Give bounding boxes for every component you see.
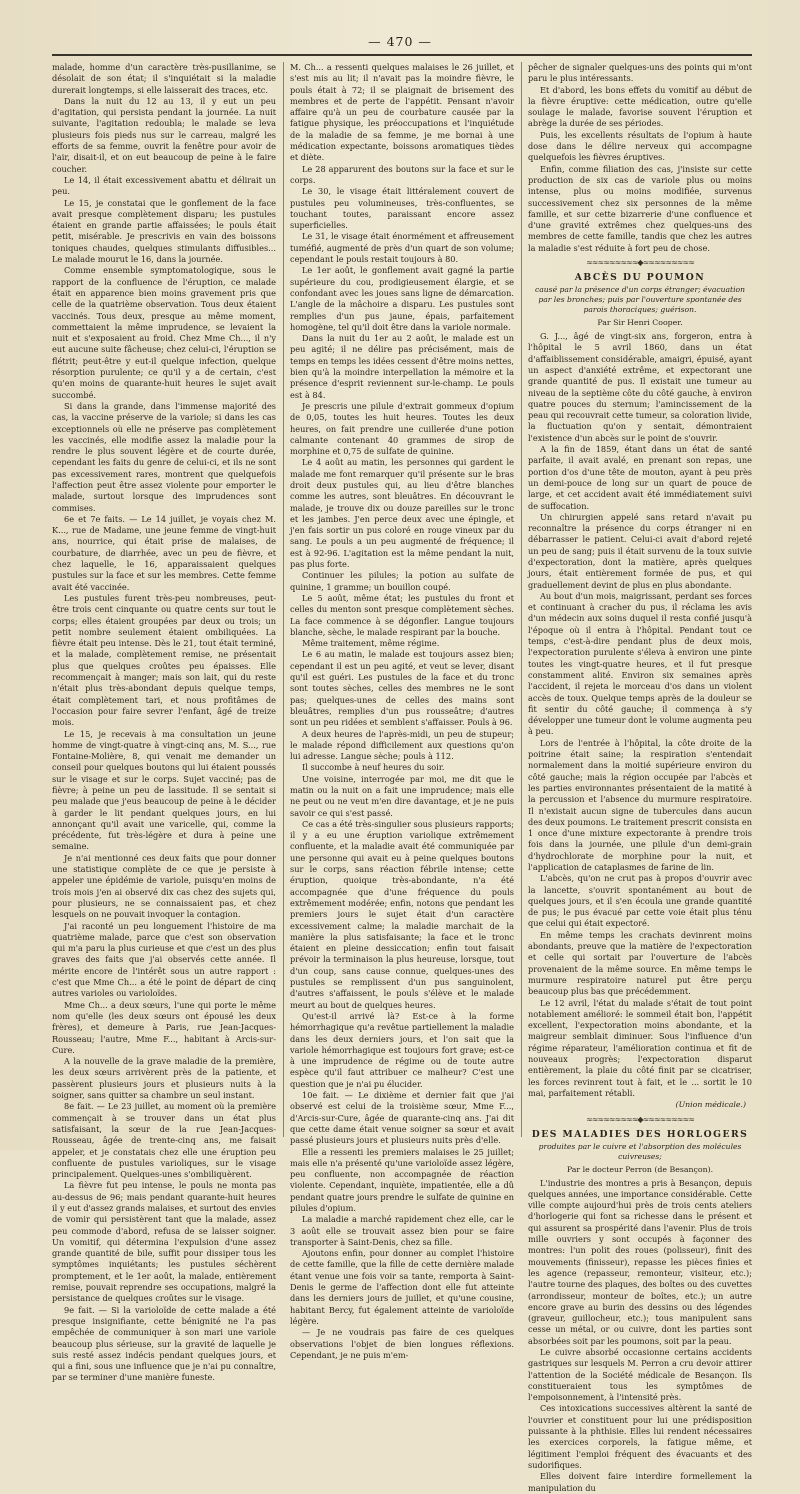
paragraph: Je prescris une pilule d'extrait gommeux d'opium de 0,05, toutes les huit heures. Toutes les deux heures, on fait prendre une cuillerée d'une potion calmante contenant 40 grammes de sirop de morphine et 0,75 de sulfate de quinine.: [290, 400, 514, 457]
paragraph: A deux heures de l'après-midi, un peu de stupeur; le malade répond difficilement aux questions qu'on lui adresse. Langue sèche; pouls à 112.: [290, 728, 514, 762]
paragraph: Le 1er août, le gonflement avait gagné la partie supérieure du cou, prodigieusement élargie, et se confondant avec les joues sans ligne de démarcation. L'angle de la mâchoire a disparu. Les pustules sont remplies d'un pus jaune, épais, parfaitement homogène, tel qu'il doit être dans la variole normale.: [290, 265, 514, 332]
paragraph: Le 30, le visage était littéralement couvert de pustules peu volumineuses, très-confluentes, se touchant toutes, paraissant encore assez superficielles.: [290, 186, 514, 231]
paragraph: Le 15, je recevais à ma consultation un jeune homme de vingt-quatre à vingt-cinq ans, M. S..., rue Fontaine-Molière, 8, qui venait me demander un conseil pour quelques boutons qui lui étaient poussés sur le visage et sur le corps. Sujet vacciné; pas de fièvre; à peine un peu de lassitude. Il se sentait si peu malade que j'eus beaucoup de peine à le décider à garder le lit pendant quelques jours, en lui annonçant qu'il avait une varicelle, qui, comme la précédente, fut très-légère et dura à peine une semaine.: [52, 728, 276, 852]
paragraph: Le 5 août, même état; les pustules du front et celles du menton sont presque complètement sèches. La face commence à se dégonfler. Langue toujours blanche, sèche, le malade respirant par la bouche.: [290, 592, 514, 637]
paragraph: 6e et 7e faits. — Le 14 juillet, je voyais chez M. K..., rue de Madame, une jeune femme de vingt-huit ans, nourrice, qui était prise de malaises, de courbature, de diarrhée, avec un peu de fièvre, et chez laquelle, le 16, apparaissaient quelques pustules sur la face et sur les membres. Cette femme avait été vaccinée.: [52, 513, 276, 592]
column-right: [528, 62, 752, 1493]
paragraph: Enfin, comme filiation des cas, j'insiste sur cette production de six cas de variole plus ou moins intense, plus ou moins modifiée, survenus successivement chez six personnes de la même famille, et sur cette bizarrerie d'une confluence et d'une gravité extrêmes chez quelques-uns des membres de cette famille, tandis que chez les autres la maladie s'est réduite à fort peu de chose.: [528, 163, 752, 253]
source-citation: (Union médicale.): [675, 1100, 746, 1110]
section-title: DES MALADIES DES HORLOGERS: [531, 1128, 749, 1140]
paragraph: Dans la nuit du 12 au 13, il y eut un peu d'agitation, qui persista pendant la journée. La nuit suivante, l'agitation redoubla; le malade se leva plusieurs fois pieds nus sur le carreau, malgré les efforts de sa femme, ouvrit la fenêtre pour avoir de l'air, disait-il, et on eut beaucoup de peine à le faire coucher.: [52, 95, 276, 174]
page-number: — 470 —: [368, 34, 432, 49]
section-ornament: ≈≈≈≈≈≈≈≈≈◆≈≈≈≈≈≈≈≈≈: [586, 258, 694, 268]
section-title: ABCÈS DU POUMON: [574, 272, 706, 284]
paragraph: Qu'est-il arrivé là? Est-ce à la forme hémorrhagique qu'a revêtue partiellement la maladie dans les deux derniers jours, et l'on sait que la variole hémorrhagique est toujours fort grave; est-ce à une imprudence de régime ou de toute autre espèce qu'il faut attribuer ce malheur? C'est une question que je n'ai pu élucider.: [290, 1010, 514, 1089]
paragraph: 9e fait. — Si la varioloïde de cette malade a été presque insignifiante, cette bénignité ne l'a pas empêchée de communiquer à son mari une variole beaucoup plus sérieuse, sur la gravité de laquelle je suis resté assez indécis pendant quelques jours, et qui a fini, sous une influence que je n'ai pu connaître, par se terminer d'une manière funeste.: [52, 1304, 276, 1383]
paragraph: Le 15, je constatai que le gonflement de la face avait presque complètement disparu; les pustules étaient en grande partie affaissées; le pouls était petit, misérable. Je prescrivis en vain des boissons toniques chaudes, quelques stimulants diffusibles... Le malade mourut le 16, dans la journée.: [52, 197, 276, 265]
paragraph: Elles doivent faire interdire formellement la manipulation du: [528, 1471, 752, 1493]
paragraph: Comme ensemble symptomatologique, sous le rapport de la confluence de l'éruption, ce malade était en apparence bien moins gravement pris que celle de la quatrième observation. Tous deux étaient vaccinés. Tous deux, presque au même moment, commettaient la même imprudence, se levaient la nuit et s'exposaient au froid. Chez Mme Ch..., il n'y eut aucune suite fâcheuse; chez celui-ci, l'éruption se flétrit; peut-être y eut-il quelque infection, quelque résorption purulente; ce qu'il y a de certain, c'est qu'en moins de quarante-huit heures le sujet avait succombé.: [52, 265, 276, 400]
paragraph: M. Ch... a ressenti quelques malaises le 26 juillet, et s'est mis au lit; il n'avait pas la moindre fièvre, le pouls était à 72; il se plaignait de brisement des membres et de perte de l'appétit. Pensant n'avoir affaire qu'à un peu de courbature causée par la fatigue physique, les préoccupations et l'inquiétude de la maladie de sa femme, je me bornai à une médication expectante, boissons aromatiques tièdes et diète.: [290, 62, 514, 163]
paragraph: L'abcès, qu'on ne crut pas à propos d'ouvrir avec la lancette, s'ouvrit spontanément au bout de quelques jours, et il s'en écoula une grande quantité de pus; le pus évacué par cette voie était plus ténu que celui qui était expectoré.: [528, 873, 752, 929]
paragraph: Elle a ressenti les premiers malaises le 25 juillet; mais elle n'a présenté qu'une varioloïde assez légère, peu confluente, non accompagnée de réaction violente. Cependant, inquiète, impatientée, elle a dû pendant quatre jours prendre le sulfate de quinine en pilules d'opium.: [290, 1146, 514, 1213]
paragraph: Je n'ai mentionné ces deux faits que pour donner une statistique complète de ce que je persiste à appeler une épidémie de variole, puisqu'en moins de trois mois j'en ai observé dix cas chez des sujets qui, pour plusieurs, ne se connaissaient pas, et chez lesquels on ne pouvait invoquer la contagion.: [52, 852, 276, 920]
section-ornament: ≈≈≈≈≈≈≈≈≈◆≈≈≈≈≈≈≈≈≈: [586, 1114, 694, 1124]
paragraph: 10e fait. — Le dixième et dernier fait que j'ai observé est celui de la troisième sœur, Mme F..., d'Arcis-sur-Cure, âgée de quarante-cinq ans. J'ai dit que cette dame était venue soigner sa sœur et avait passé plusieurs jours et plusieurs nuits près d'elle.: [290, 1090, 514, 1146]
paragraph: — Je ne voudrais pas faire de ces quelques observations l'objet de bien longues réflexions. Cependant, je ne puis m'em-: [290, 1327, 514, 1360]
paragraph: Il succombe à neuf heures du soir.: [302, 762, 445, 773]
paragraph: Si dans la grande, dans l'immense majorité des cas, la vaccine préserve de la variole; si dans les cas exceptionnels où elle ne préserve pas complètement les vaccinés, elle modifie assez la maladie pour la rendre le plus souvent légère et de courte durée, cependant les faits du genre de celui-ci, et ils ne sont pas excessivement rares, montrent que quelquefois l'affection peut être assez violente pour emporter le malade, surtout lorsque des imprudences sont commises.: [52, 400, 276, 513]
section-subtitle: produites par le cuivre et l'absorption des molécules cuivreuses;: [538, 1141, 742, 1161]
paragraph: Le 12 avril, l'état du malade s'était de tout point notablement amélioré: le sommeil était bon, l'appétit excellent, l'expectoration moins abondante, et la maigreur semblait diminuer. Sous l'influence d'un régime réparateur, l'amélioration continua et fit de nouveaux progrès; l'expectoration disparut entièrement, la plaie du côté finit par se cicatriser, les forces revinrent tout à fait, et le ... sortit le 10 mai, parfaitement rétabli.: [528, 997, 752, 1098]
paragraph: Même traitement, même régime.: [302, 638, 440, 649]
paragraph: Puis, les excellents résultats de l'opium à haute dose dans le délire nerveux qui accompagne quelquefois les fièvres éruptives.: [528, 129, 752, 163]
column-middle: [290, 62, 514, 1360]
paragraph: J'ai raconté un peu longuement l'histoire de ma quatrième malade, parce que c'est son observation qui m'a paru la plus curieuse et que c'est un des plus graves des faits que j'ai observés cette année. Il mérite encore de l'intérêt sous un autre rapport : c'est que Mme Ch... a été le point de départ de cinq autres varioles ou varioloïdes.: [52, 920, 276, 999]
paragraph: Ces intoxications successives altèrent la santé de l'ouvrier et constituent pour lui une prédisposition puissante à la phthisie. Elles lui rendent nécessaires les exercices corporels, la fatigue même, et légitiment l'emploi fréquent des évacuants et des sudorifiques.: [528, 1403, 752, 1470]
paragraph: Le cuivre absorbé occasionne certains accidents gastriques sur lesquels M. Perron a cru devoir attirer l'attention de la Société médicale de Besançon. Ils constitueraient tous les symptômes de l'empoisonnement, à l'intensité près.: [528, 1346, 752, 1403]
paragraph: Dans la nuit du 1er au 2 août, le malade est un peu agité; il ne délire pas précisément, mais de temps en temps les idées cessent d'être moins nettes, bien qu'à la moindre interpellation la mémoire et la présence d'esprit reviennent sur-le-champ. Le pouls est à 84.: [290, 333, 514, 400]
paragraph: Le 14, il était excessivement abattu et délirait un peu.: [52, 174, 276, 197]
paragraph: La maladie a marché rapidement chez elle, car le 3 août elle se trouvait assez bien pour se faire transporter à Saint-Denis, chez sa fille.: [290, 1214, 514, 1247]
paragraph: Une voisine, interrogée par moi, me dit que le matin ou la nuit on a fait une imprudence; mais elle ne peut ou ne veut m'en dire davantage, et je ne puis savoir ce qui s'est passé.: [290, 773, 514, 818]
section-author: Par Sir Henri Cooper.: [597, 318, 683, 328]
section-subtitle: causé par la présence d'un corps étranger; évacuation par les bronches; puis par l'ouverture spontanée des parois thoraciques; guérison.: [535, 285, 745, 315]
paragraph: 8e fait. — Le 23 juillet, au moment où la première commençait à se trouver dans un état plus satisfaisant, la sœur de la rue Jean-Jacques-Rousseau, âgée de trente-cinq ans, me faisait appeler, et je constatais chez elle une éruption peu confluente de pustules varioliques, sur le visage principalement. Quelques-unes s'ombiliquèrent.: [52, 1101, 276, 1180]
paragraph: Les pustules furent très-peu nombreuses, peut-être trois cent cinquante ou quatre cents sur tout le corps; elles étaient groupées par deux ou trois; un petit nombre seulement étaient ombiliquées. La fièvre était peu intense. Dès le 21, tout était terminé, et la malade, complètement remise, ne présentait plus que quelques croûtes peu épaisses. Elle recommençait à manger; mais son lait, qui du reste n'était plus très-abondant depuis quelque temps, était complètement tari, et nous profitâmes de l'occasion pour faire sevrer l'enfant, âgé de treize mois.: [52, 592, 276, 728]
header-rule: [52, 54, 752, 56]
paragraph: malade, homme d'un caractère très-pusillanime, se désolait de son état; il s'inquiétait si la maladie durerait longtemps, si elle laisserait des traces, etc.: [52, 62, 276, 95]
column-left: [52, 62, 276, 1383]
paragraph: G. J..., âgé de vingt-six ans, forgeron, entra à l'hôpital le 5 avril 1860, dans un état d'affaiblissement considérable, amaigri, épuisé, ayant un aspect d'anxiété extrême, et expectorant une grande quantité de pus. Il existait une tumeur au niveau de la septième côte du côté gauche, à environ quatre pouces du sternum; l'amincissement de la peau qui recouvrait cette tumeur, sa coloration livide, la fluctuation qu'on y sentait, démontraient l'existence d'un abcès sur le point de s'ouvrir.: [528, 331, 752, 443]
paragraph: A la nouvelle de la grave maladie de la première, les deux sœurs arrivèrent près de la patiente, et passèrent plusieurs jours et plusieurs nuits à la soigner, sans quitter sa chambre un seul instant.: [52, 1056, 276, 1101]
paragraph: Ajoutons enfin, pour donner au complet l'histoire de cette famille, que la fille de cette dernière malade étant venue une fois voir sa tante, remporta à Saint-Denis le germe de l'affection dont elle fut atteinte dans les derniers jours de juillet, et qu'une cousine, habitant Bercy, fut également atteinte de varioloïde légère.: [290, 1248, 514, 1326]
paragraph: Le 31, le visage était énormément et affreusement tuméfié, augmenté de près d'un quart de son volume; cependant le pouls restait toujours à 80.: [290, 231, 514, 265]
paragraph: Un chirurgien appelé sans retard n'avait pu reconnaître la présence du corps étranger ni en débarrasser le patient. Celui-ci avait d'abord rejeté un peu de sang; puis il était survenu de la toux suivie d'expectoration, dont la matière, après quelques jours, était entièrement formée de pus, et qui graduellement devint de plus en plus abondante.: [528, 511, 752, 590]
paragraph: En même temps les crachats devinrent moins abondants, preuve que la matière de l'expectoration et celle qui sortait par l'ouverture de l'abcès provenaient de la même source. En même temps le murmure respiratoire naturel put être perçu beaucoup plus bas que précédemment.: [528, 929, 752, 997]
paragraph: A la fin de 1859, étant dans un état de santé parfaite, il avait avalé, en prenant son repas, une portion d'os d'une tête de mouton, ayant à peu près un demi-pouce de long sur un quart de pouce de large, et cet accident avait été immédiatement suivi de suffocation.: [528, 444, 752, 511]
paragraph: Le 6 au matin, le malade est toujours assez bien; cependant il est un peu agité, et veut se lever, disant qu'il est guéri. Les pustules de la face et du tronc sont toutes sèches, celles des membres ne le sont pas; quelques-unes de celles des mains sont bleuâtres, remplies d'un pus rousseâtre; d'autres sont un peu ridées et semblent s'affaisser. Pouls à 96.: [290, 649, 514, 728]
paragraph: Le 28 apparurent des boutons sur la face et sur le corps.: [290, 163, 514, 185]
paragraph: pêcher de signaler quelques-uns des points qui m'ont paru le plus intéressants.: [528, 62, 752, 84]
paragraph: La fièvre fut peu intense, le pouls ne monta pas au-dessus de 96; mais pendant quarante-huit heures il y eut d'assez grands malaises, et surtout des envies de vomir qui persistèrent tant que la malade, assez peu commode d'abord, refusa de se laisser soigner. Un vomitif, qui détermina l'expulsion d'une assez grande quantité de bile, suffit pour dissiper tous les symptômes inquiétants; les pustules séchèrent promptement, et le 1er août, la malade, entièrement remise, pouvait reprendre ses occupations, malgré la persistance de quelques croûtes sur le visage.: [52, 1180, 276, 1304]
column-separator: [283, 62, 284, 1137]
column-separator: [521, 62, 522, 1137]
paragraph: Ce cas a été très-singulier sous plusieurs rapports; il y a eu une éruption variolique extrêmement confluente, et la maladie avait été communiquée par une personne qui avait eu à peine quelques boutons sur le corps, sans réaction fébrile intense; cette éruption, quoique très-abondante, n'a été accompagnée que d'une fréquence du pouls extrêmement modérée; enfin, notons que pendant les premiers jours le sujet était d'un caractère excessivement calme; la maladie marchait de la manière la plus satisfaisante; la face et le tronc étaient en pleine dessiccation; enfin tout faisait prévoir la terminaison la plus heureuse, lorsque, tout d'un coup, sans cause connue, quelques-unes des pustules se remplissent d'un pus sanguinolent, d'autres s'affaissent, le pouls s'élève et le malade meurt au bout de quelques heures.: [290, 818, 514, 1010]
paragraph: Lors de l'entrée à l'hôpital, la côte droite de la poitrine était saine; la respiration s'entendait normalement dans la moitié supérieure environ du côté gauche; mais la région occupée par l'abcès et les parties environnantes présentaient de la matité à la percussion et l'absence du murmure respiratoire. Il n'existait aucun signe de tubercules dans aucun des deux poumons. Le traitement prescrit consista en 1 once d'une mixture expectorante à prendre trois fois dans la journée, une pilule d'un demi-grain d'hydrochlorate de morphine pour la nuit, et l'application de cataplasmes de farine de lin.: [528, 737, 752, 872]
paragraph: L'industrie des montres a pris à Besançon, depuis quelques années, une importance considérable. Cette ville compte aujourd'hui près de trois cents ateliers d'horlogerie qui font sa richesse dans le présent et qui assurent sa prospérité dans l'avenir. Plus de trois mille ouvriers y sont occupés à façonner des montres: l'un polit des roues (polisseur), finit des mouvements (finisseur), repasse les pièces finies et les agence (repasseur, remonteur, visiteur, etc.); l'autre tourne des plaques, des boîtes ou des cuvettes (arrondisseur, monteur de boîtes, etc.); un autre encore grave au burin des dessins ou des légendes (graveur, guillocheur, etc.); tous manipulent sans cesse un métal, or ou cuivre, dont les parties sont absorbées soit par les poumons, soit par la peau.: [528, 1177, 752, 1346]
paragraph: Continuer les pilules; la potion au sulfate de quinine, 1 gramme; un bouillon coupé.: [290, 570, 514, 592]
paragraph: Mme Ch... a deux sœurs, l'une qui porte le même nom qu'elle (les deux sœurs ont épousé les deux frères), et demeure à Paris, rue Jean-Jacques-Rousseau; l'autre, Mme F..., habitant à Arcis-sur-Cure.: [52, 999, 276, 1055]
paragraph: Et d'abord, les bons effets du vomitif au début de la fièvre éruptive: cette médication, outre qu'elle soulage le malade, favorise souvent l'éruption et abrège la durée de ses périodes.: [528, 84, 752, 129]
paragraph: Le 4 août au matin, les personnes qui gardent le malade me font remarquer qu'il présente sur le bras droit deux pustules qui, au lieu d'être blanches comme les autres, sont bleuâtres. En découvrant le malade, je trouve dix ou douze pareilles sur le tronc et les jambes. J'en perce deux avec une épingle, et j'en fais sortir un pus coloré en rouge vineux par du sang. Le pouls a un peu augmenté de fréquence; il est à 92-96. L'agitation est la même pendant la nuit, pas plus forte.: [290, 457, 514, 570]
section-author: Par le docteur Perron (de Besançon).: [566, 1164, 714, 1174]
paragraph: Au bout d'un mois, maigrissant, perdant ses forces et continuant à cracher du pus, il réclama les avis d'un médecin aux soins duquel il resta confié jusqu'à l'époque où il entra à l'hôpital. Pendant tout ce temps, c'est-à-dire pendant plus de deux mois, l'expectoration purulente s'éleva à environ une pinte toutes les vingt-quatre heures, et il fut presque constamment alité. Environ six semaines après l'accident, il rejeta le morceau d'os dans un violent accès de toux. Quelque temps après de la douleur se fit sentir du côté gauche; il commença à s'y développer une tumeur dont le volume augmenta peu à peu.: [528, 590, 752, 737]
